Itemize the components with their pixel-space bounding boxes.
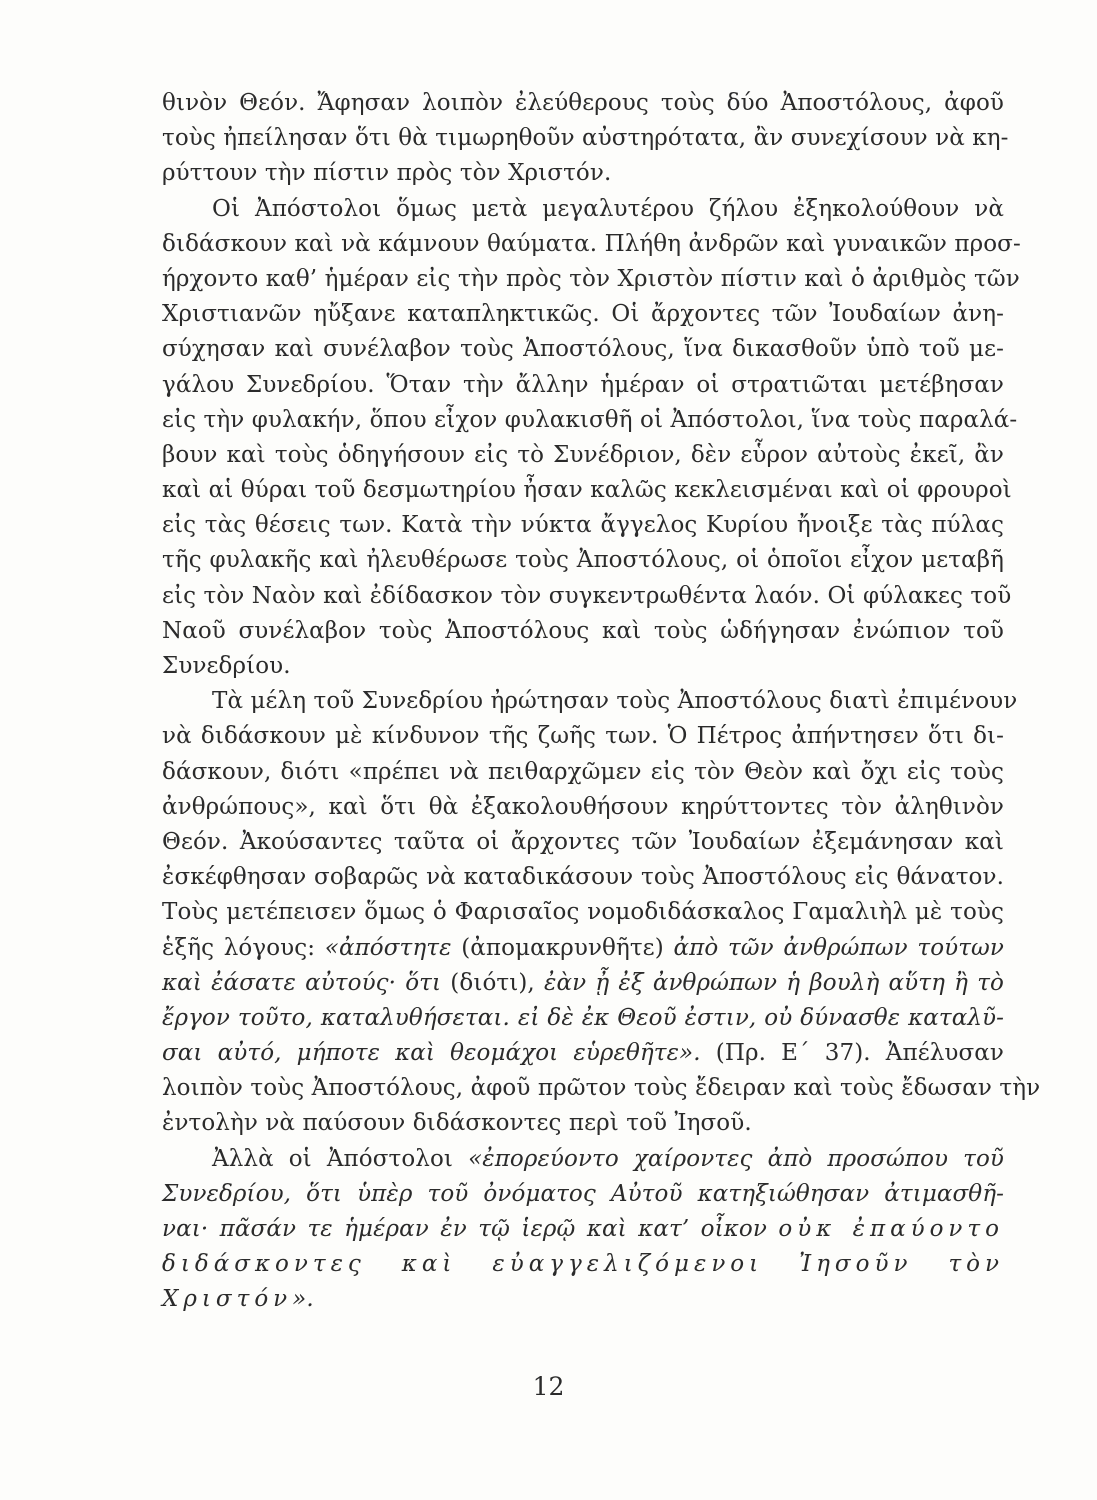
quote-span: ναι· πᾶσάν τε ἡμέραν ἐν τῷ ἱερῷ καὶ κατ’ οἶκον [162, 1216, 779, 1242]
text-line: λοιπὸν τοὺς Ἀποστόλους, ἀφοῦ πρῶτον τοὺς ἔδειραν καὶ τοὺς ἔδωσαν τὴν [162, 1075, 1041, 1102]
quote-span: ἐὰν ᾖ ἐξ ἀνθρώπων ἡ βουλὴ αὕτη ἢ τὸ [544, 969, 1004, 996]
quote-span: ἀπὸ τῶν ἀνθρώπων τούτων [673, 934, 1004, 961]
text-line: Συνεδρίου. [162, 653, 291, 679]
text-line: καὶ αἱ θύραι τοῦ δεσμωτηρίου ἦσαν καλῶς κεκλεισμέναι καὶ οἱ φρουροὶ [162, 477, 1012, 504]
text-line [162, 1177, 1004, 1212]
text-line: ἐσκέφθησαν σοβαρῶς νὰ καταδικάσουν τοὺς Ἀποστόλους εἰς θάνατον. [162, 864, 1004, 891]
text-line: νὰ διδάσκουν μὲ κίνδυνον τῆς ζωῆς των. Ὁ Πέτρος ἀπήντησεν ὅτι δι- [162, 723, 1004, 750]
text-span: (ἀπομακρυνθῆτε) [451, 934, 674, 961]
spaced-quote-span: οὐκ ἐπαύοντο [778, 1216, 1004, 1242]
spaced-quote-span: Χριστόν [162, 1286, 293, 1313]
text-line: ἀνθρώπους», καὶ ὅτι θὰ ἐξακολουθήσουν κηρύττοντες τὸν ἀληθινὸν [162, 793, 1004, 820]
text-line: ρύττουν τὴν πίστιν πρὸς τὸν Χριστόν. [162, 160, 612, 187]
quote-span: ». [292, 1286, 314, 1313]
quote-span: «ἐπορεύοντο χαίροντες ἀπὸ προσώπου τοῦ [468, 1145, 1004, 1172]
text-line [162, 1212, 1004, 1247]
text-span: Ἀλλὰ οἱ Ἀπόστολοι [212, 1145, 469, 1172]
text-line [162, 1142, 1004, 1177]
text-line: εἰς τὸν Ναὸν καὶ ἐδίδασκον τὸν συγκεντρωθέντα λαόν. Οἱ φύλακες τοῦ [162, 582, 1012, 609]
text-line: τοὺς ἠπείλησαν ὅτι θὰ τιμωρηθοῦν αὐστηρότατα, ἂν συνεχίσουν νὰ κη- [162, 125, 1009, 152]
text-line: Οἱ Ἀπόστολοι ὅμως μετὰ μεγαλυτέρου ζήλου ἐξηκολούθουν νὰ [212, 195, 1004, 222]
text-line: διδάσκουν καὶ νὰ κάμνουν θαύματα. Πλήθη ἀνδρῶν καὶ γυναικῶν προσ- [162, 230, 1021, 257]
text-span: (Πρ. Ε΄ 37). Ἀπέλυσαν [700, 1040, 1004, 1067]
text-line: εἰς τὰς θέσεις των. Κατὰ τὴν νύκτα ἄγγελος Κυρίου ἤνοιξε τὰς πύλας [162, 512, 1004, 539]
text-line: Τοὺς μετέπεισεν ὅμως ὁ Φαρισαῖος νομοδιδάσκαλος Γαμαλιὴλ μὲ τοὺς [162, 899, 1004, 926]
page-number: 12 [532, 1372, 565, 1401]
text-span: (διότι), [441, 969, 545, 996]
text-line: δάσκουν, διότι «πρέπει νὰ πειθαρχῶμεν εἰς τὸν Θεὸν καὶ ὄχι εἰς τοὺς [162, 758, 1004, 785]
text-line: βουν καὶ τοὺς ὁδηγήσουν εἰς τὸ Συνέδριον, δὲν εὗρον αὐτοὺς ἐκεῖ, ἂν [162, 441, 1004, 468]
text-line: διδάσκοντες καὶ εὐαγγελιζόμενοι Ἰησοῦν τὸν [162, 1251, 1004, 1278]
text-line [162, 931, 1004, 966]
quote-span: ἔργον τοῦτο, καταλυθήσεται. εἰ δὲ ἐκ Θεοῦ ἐστιν, οὐ δύνασθε καταλῦ- [162, 1004, 1004, 1031]
body-text [162, 86, 1041, 1318]
text-line [162, 1001, 1004, 1036]
text-line: Χριστιανῶν ηὔξανε καταπληκτικῶς. Οἱ ἄρχοντες τῶν Ἰουδαίων ἀνη- [162, 301, 1004, 328]
text-line: εἰς τὴν φυλακήν, ὅπου εἶχον φυλακισθῆ οἱ Ἀπόστολοι, ἵνα τοὺς παραλά- [162, 406, 1018, 433]
text-span: ἑξῆς λόγους: [162, 934, 325, 961]
quote-span: «ἀπόστητε [324, 934, 452, 961]
text-line: θινὸν Θεόν. Ἄφησαν λοιπὸν ἐλεύθερους τοὺς δύο Ἀποστόλους, ἀφοῦ [162, 90, 1004, 116]
text-line: ήρχοντο καθ’ ἡμέραν εἰς τὴν πρὸς τὸν Χριστὸν πίστιν καὶ ὁ ἀριθμὸς τῶν [162, 265, 1020, 292]
quote-span: Συνεδρίου, ὅτι ὑπὲρ τοῦ ὀνόματος Αὐτοῦ κατηξιώθησαν ἀτιμασθῆ- [162, 1180, 1004, 1207]
text-line: τῆς φυλακῆς καὶ ἠλευθέρωσε τοὺς Ἀποστόλους, οἱ ὁποῖοι εἶχον μεταβῆ [162, 547, 1004, 574]
text-line: Ναοῦ συνέλαβον τοὺς Ἀποστόλους καὶ τοὺς ὡδήγησαν ἐνώπιον τοῦ [162, 617, 1004, 644]
text-line: Θεόν. Ἀκούσαντες ταῦτα οἱ ἄρχοντες τῶν Ἰουδαίων ἐξεμάνησαν καὶ [162, 828, 1004, 855]
text-line [162, 1036, 1004, 1071]
text-line [162, 1282, 1004, 1317]
quote-span: σαι αὐτό, μήποτε καὶ θεομάχοι εὑρεθῆτε». [162, 1040, 701, 1067]
text-line: σύχησαν καὶ συνέλαβον τοὺς Ἀποστόλους, ἵνα δικασθοῦν ὑπὸ τοῦ με- [162, 336, 1004, 363]
text-line [162, 966, 1004, 1001]
quote-span: καὶ ἐάσατε αὐτούς· ὅτι [162, 969, 442, 996]
text-line: ἐντολὴν νὰ παύσουν διδάσκοντες περὶ τοῦ Ἰησοῦ. [162, 1110, 752, 1137]
text-line: Τὰ μέλη τοῦ Συνεδρίου ἠρώτησαν τοὺς Ἀποστόλους διατὶ ἐπιμένουν [212, 688, 1018, 715]
text-line: γάλου Συνεδρίου. Ὅταν τὴν ἄλλην ἡμέραν οἱ στρατιῶται μετέβησαν [162, 371, 1004, 398]
